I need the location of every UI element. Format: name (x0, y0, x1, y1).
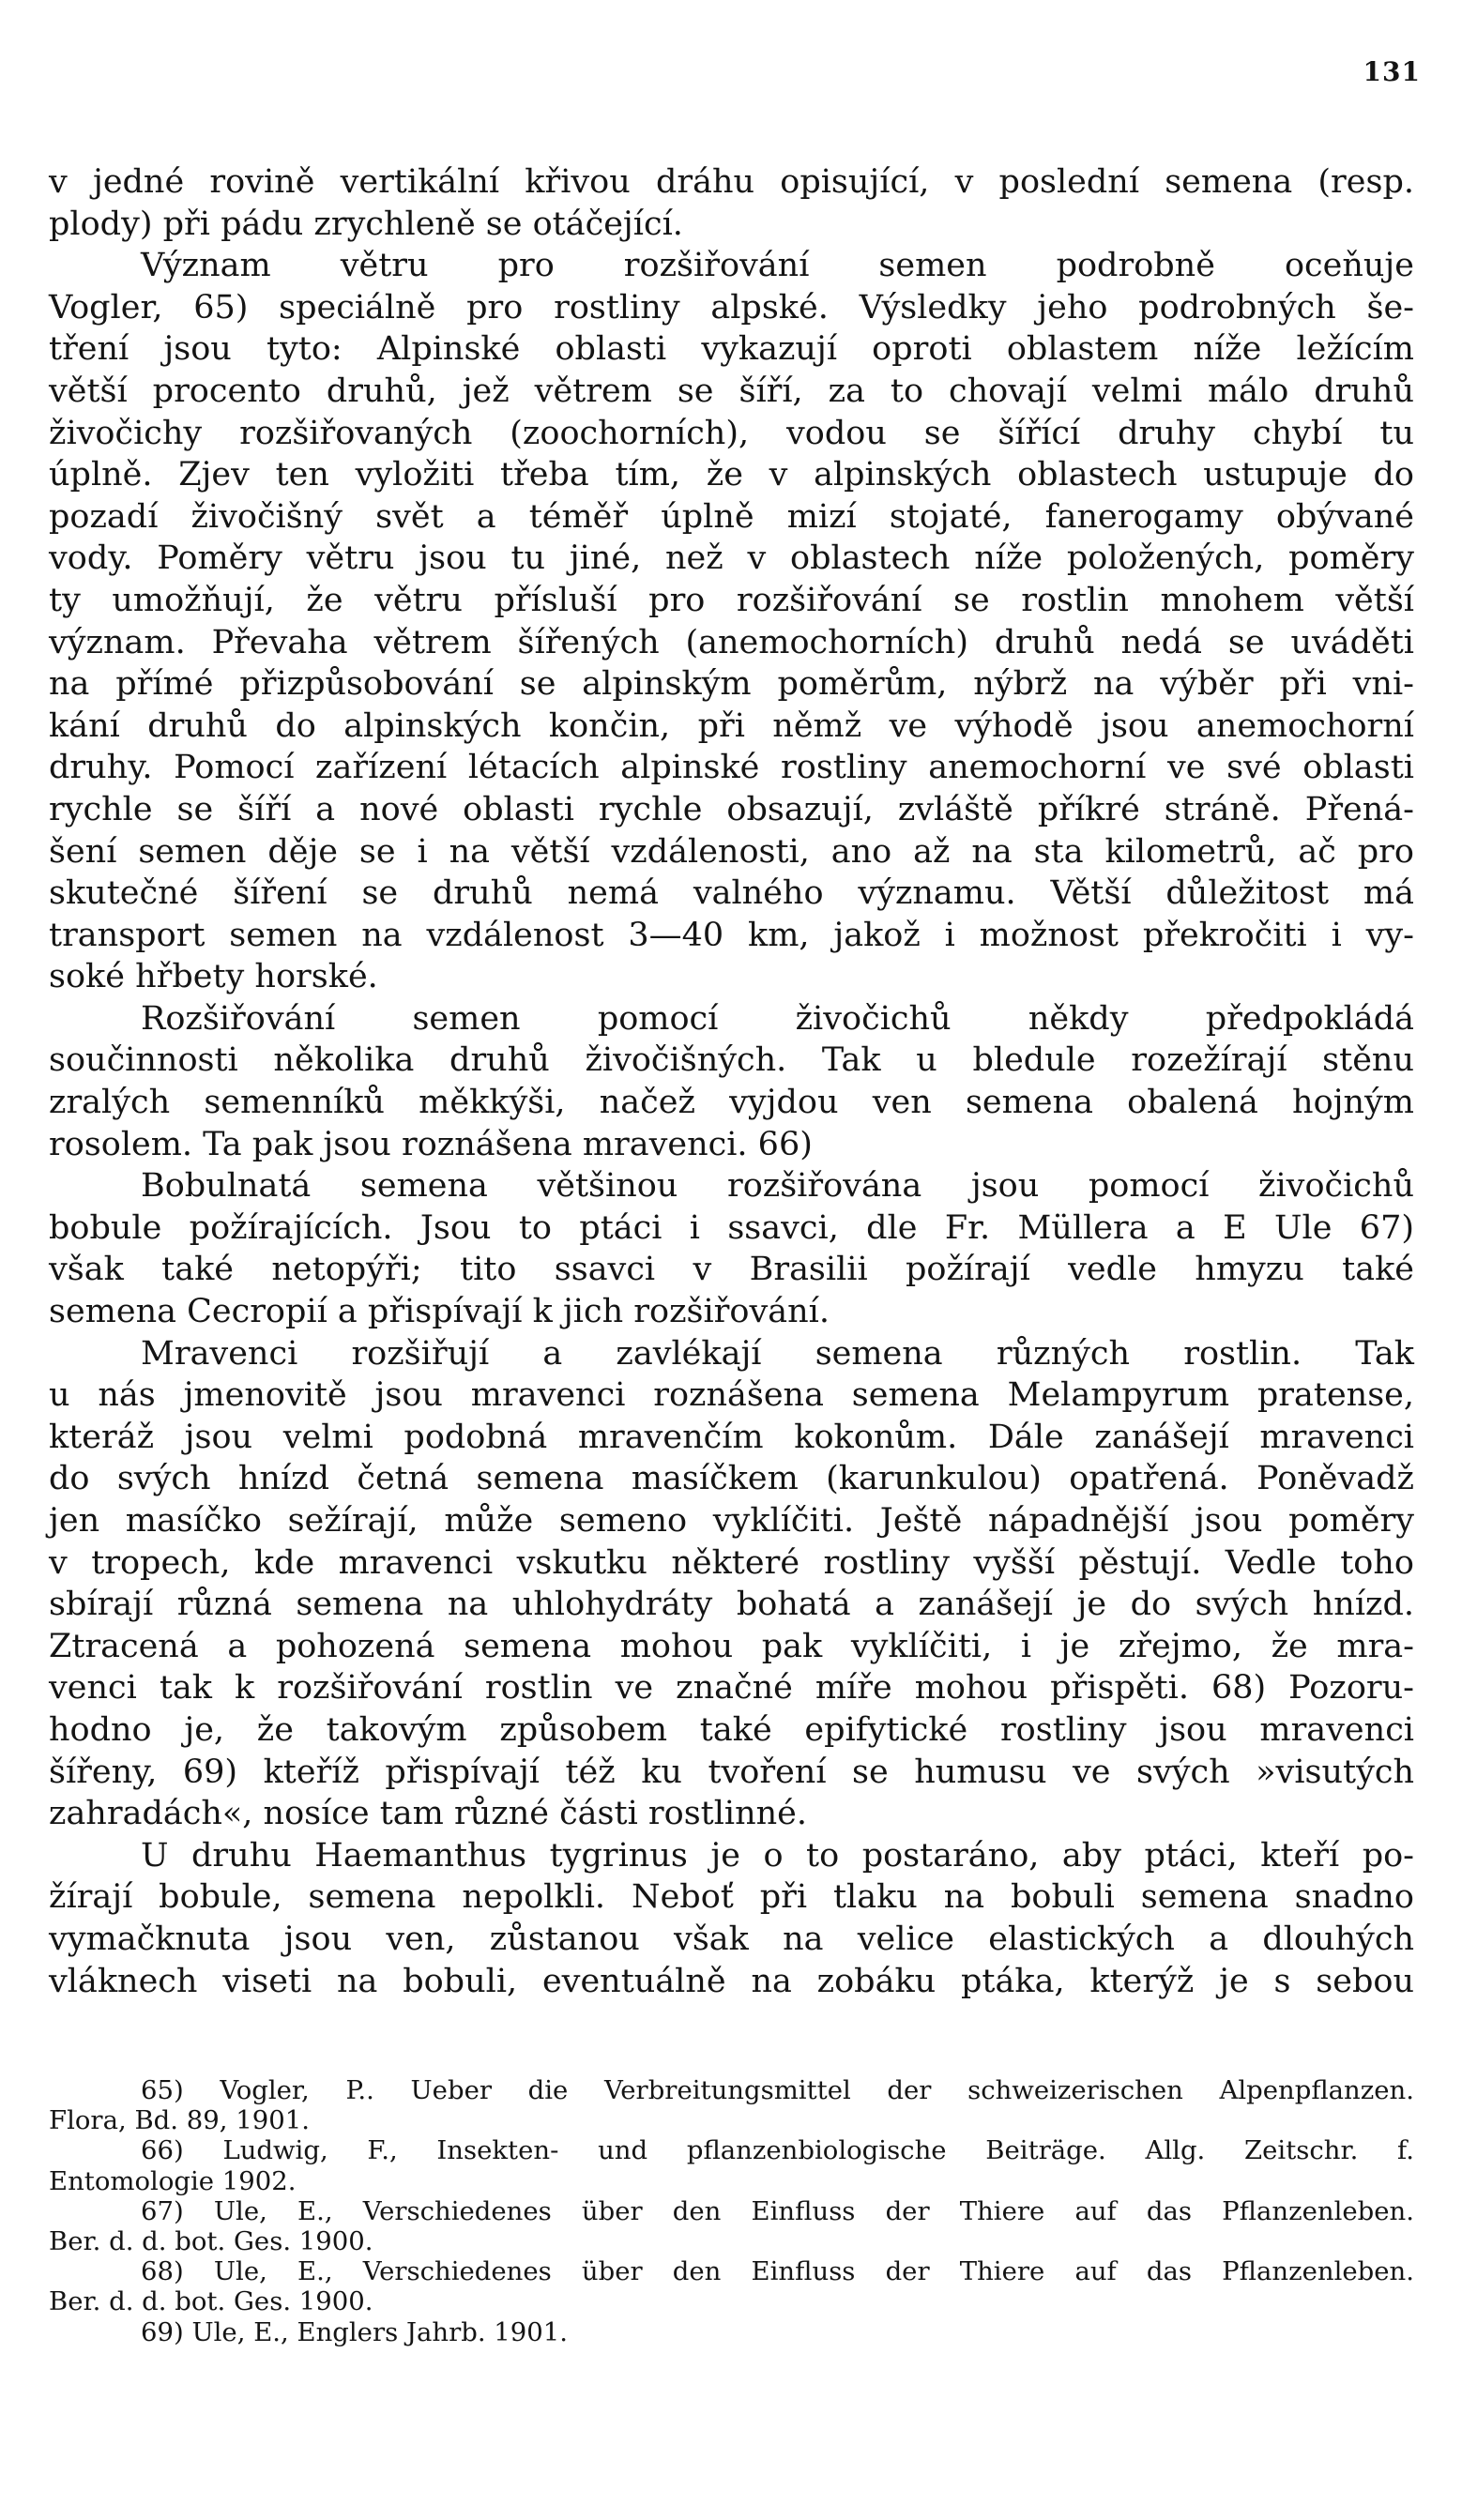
text-line: součinnosti několika druhů živočišných. Tak u bledule rozežírají stěnu (49, 1041, 1414, 1080)
text-line: semena Cecropií a přispívají k jich rozšiřování. (49, 1293, 830, 1331)
footnote-line: Flora, Bd. 89, 1901. (49, 2105, 310, 2136)
text-line: plody) při pádu zrychleně se otáčející. (49, 205, 683, 243)
text-line: venci tak k rozšiřování rostlin ve značné míře mohou přispěti. 68) Pozoru- (49, 1669, 1414, 1708)
text-line: Rozšiřování semen pomocí živočichů někdy předpokládá (141, 999, 1414, 1038)
text-line: Vogler, 65) speciálně pro rostliny alpské. Výsledky jeho podrobných še- (49, 288, 1414, 326)
text-line: hodno je, že takovým způsobem také epifytické rostliny jsou mravenci (49, 1710, 1414, 1749)
text-line: transport semen na vzdálenost 3—40 km, jakož i možnost překročiti i vy- (49, 916, 1414, 954)
text-line: U druhu Haemanthus tygrinus je o to postaráno, aby ptáci, kteří po- (141, 1836, 1414, 1875)
page-number: 131 (1363, 56, 1421, 87)
text-line: bobule požírajících. Jsou to ptáci i ssavci, dle Fr. Müllera a E Ule 67) (49, 1208, 1414, 1247)
text-line: sbírají různá semena na uhlohydráty bohatá a zanášejí je do svých hnízd. (49, 1586, 1414, 1624)
text-line: šířeny, 69) kteříž přispívají též ku tvoření se humusu ve svých »visutých (49, 1753, 1414, 1791)
text-line: v jedné rovině vertikální křivou dráhu opisující, v poslední semena (resp. (49, 163, 1414, 201)
text-line: tření jsou tyto: Alpinské oblasti vykazují oproti oblastem níže ležícím (49, 330, 1414, 369)
footnote-line: 65) Vogler, P.. Ueber die Verbreitungsmittel der schweizerischen Alpenpflanzen. (141, 2075, 1414, 2105)
body-text (49, 161, 1414, 2002)
footnote-line: 66) Ludwig, F., Insekten- und pflanzenbiologische Beiträge. Allg. Zeitschr. f. (141, 2135, 1414, 2166)
text-line: úplně. Zjev ten vyložiti třeba tím, že v alpinských oblastech ustupuje do (49, 456, 1414, 494)
text-line: kání druhů do alpinských končin, při němž ve výhodě jsou anemochorní (49, 706, 1414, 745)
text-line: do svých hnízd četná semena masíčkem (karunkulou) opatřená. Poněvadž (49, 1460, 1414, 1498)
text-line: šení semen děje se i na větší vzdálenosti, ano až na sta kilometrů, ač pro (49, 832, 1414, 871)
text-line: na přímé přizpůsobování se alpinským poměrům, nýbrž na výběr při vni- (49, 665, 1414, 704)
text-line: kteráž jsou velmi podobná mravenčím kokonům. Dále zanášejí mravenci (49, 1418, 1414, 1456)
text-line: živočichy rozšiřovaných (zoochorních), vodou se šířící druhy chybí tu (49, 414, 1414, 452)
footnote-line: 68) Ule, E., Verschiedenes über den Einfluss der Thiere auf das Pflanzenleben. (141, 2256, 1414, 2287)
text-line: vody. Poměry větru jsou tu jiné, než v oblastech níže položených, poměry (49, 539, 1414, 578)
text-line: Mravenci rozšiřují a zavlékají semena různých rostlin. Tak (141, 1334, 1414, 1373)
text-line: Bobulnatá semena většinou rozšiřována jsou pomocí živočichů (141, 1167, 1414, 1206)
footnote-line: 69) Ule, E., Englers Jahrb. 1901. (141, 2316, 569, 2347)
text-line: zralých semenníků měkkýši, načež vyjdou ven semena obalená hojným (49, 1084, 1414, 1122)
text-line: ty umožňují, že větru přísluší pro rozšiřování se rostlin mnohem větší (49, 581, 1414, 619)
text-line: jen masíčko sežírají, může semeno vyklíčiti. Ještě nápadnější jsou poměry (49, 1502, 1414, 1540)
text-line: vymačknuta jsou ven, zůstanou však na velice elastických a dlouhých (49, 1920, 1414, 1958)
text-line: soké hřbety horské. (49, 958, 378, 996)
text-line: však také netopýři; tito ssavci v Brasilii požírají vedle hmyzu také (49, 1251, 1414, 1289)
text-line: pozadí živočišný svět a téměř úplně mizí stojaté, fanerogamy obývané (49, 497, 1414, 536)
text-line: význam. Převaha větrem šířených (anemochorních) druhů nedá se uváděti (49, 623, 1414, 661)
footnotes (49, 2075, 1414, 2347)
footnote-line: Ber. d. d. bot. Ges. 1900. (49, 2225, 373, 2256)
text-line: žírají bobule, semena nepolkli. Neboť při tlaku na bobuli semena snadno (49, 1878, 1414, 1917)
text-line: Ztracená a pohozená semena mohou pak vyklíčiti, i je zřejmo, že mra- (49, 1627, 1414, 1665)
text-line: Význam větru pro rozšiřování semen podrobně oceňuje (141, 247, 1414, 285)
text-line: zahradách«, nosíce tam různé části rostlinné. (49, 1795, 808, 1833)
text-line: rychle se šíří a nové oblasti rychle obsazují, zvláště příkré stráně. Přená- (49, 790, 1414, 828)
text-line: u nás jmenovitě jsou mravenci roznášena semena Melampyrum pratense, (49, 1376, 1414, 1415)
text-line: větší procento druhů, jež větrem se šíří, za to chovají velmi málo druhů (49, 372, 1414, 410)
footnote-line: Ber. d. d. bot. Ges. 1900. (49, 2286, 373, 2317)
text-line: vláknech viseti na bobuli, eventuálně na zobáku ptáka, kterýž je s sebou (49, 1962, 1414, 2000)
text-line: skutečné šíření se druhů nemá valného významu. Větší důležitost má (49, 874, 1414, 913)
footnote-line: 67) Ule, E., Verschiedenes über den Einfluss der Thiere auf das Pflanzenleben. (141, 2195, 1414, 2226)
text-line: rosolem. Ta pak jsou roznášena mravenci. 66) (49, 1125, 813, 1163)
footnote-line: Entomologie 1902. (49, 2165, 297, 2196)
text-line: v tropech, kde mravenci vskutku některé rostliny vyšší pěstují. Vedle toho (49, 1543, 1414, 1582)
text-line: druhy. Pomocí zařízení létacích alpinské rostliny anemochorní ve své oblasti (49, 749, 1414, 787)
